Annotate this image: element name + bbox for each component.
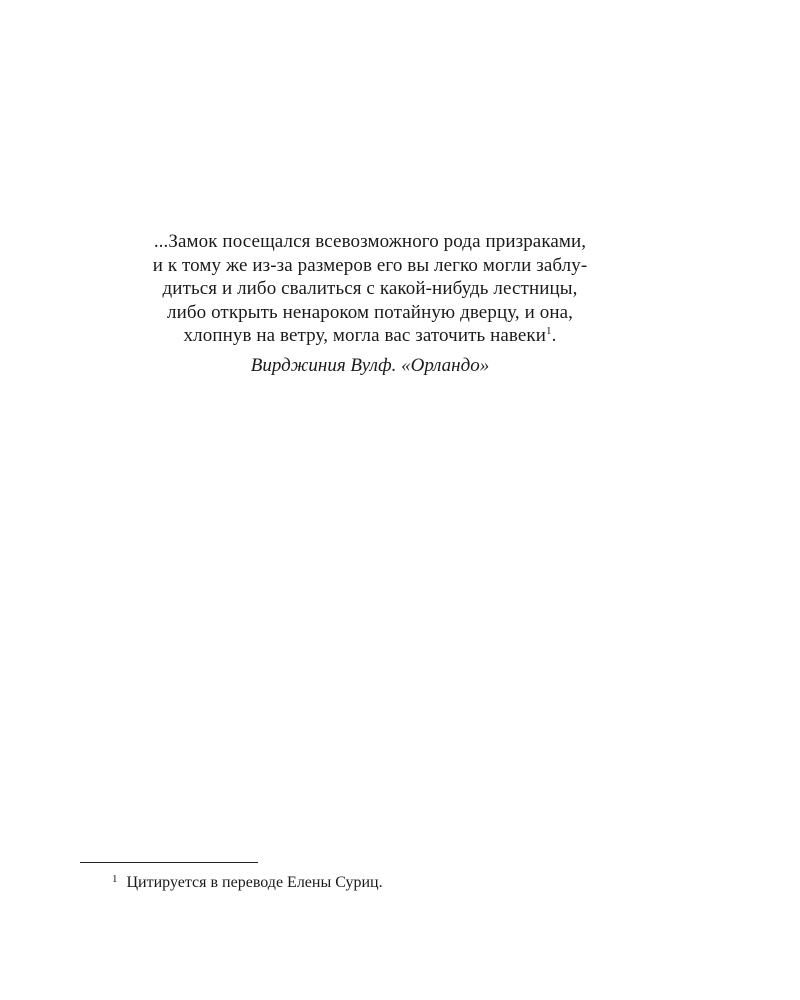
epigraph-line-5-text: хлопнув на ветру, могла вас заточить навеки: [183, 325, 546, 346]
epigraph-line-5: [0, 324, 740, 348]
epigraph-quote: [0, 230, 740, 348]
epigraph-line-4: либо открыть ненароком потайную дверцу, и она,: [167, 301, 573, 323]
footnote-text: Цитируется в переводе Елены Суриц.: [126, 874, 383, 891]
attribution-work: «Орландо»: [401, 355, 490, 376]
footnote-marker: 1: [112, 873, 118, 885]
epigraph-line-3: диться и либо свалиться с какой-нибудь лестницы,: [162, 278, 578, 299]
footnote-divider: [80, 862, 258, 863]
epigraph-end-punct: .: [551, 325, 557, 346]
epigraph-line-2: и к тому же из-за размеров его вы легко могли заблу-: [152, 254, 588, 276]
attribution-author: Вирджиния Вулф.: [250, 355, 397, 376]
epigraph-line-1: ...Замок посещался всевозможного рода призраками,: [153, 231, 587, 252]
epigraph-attribution: [0, 355, 740, 377]
footnote-reference[interactable]: 1: [546, 325, 552, 337]
footnote: [112, 873, 383, 892]
